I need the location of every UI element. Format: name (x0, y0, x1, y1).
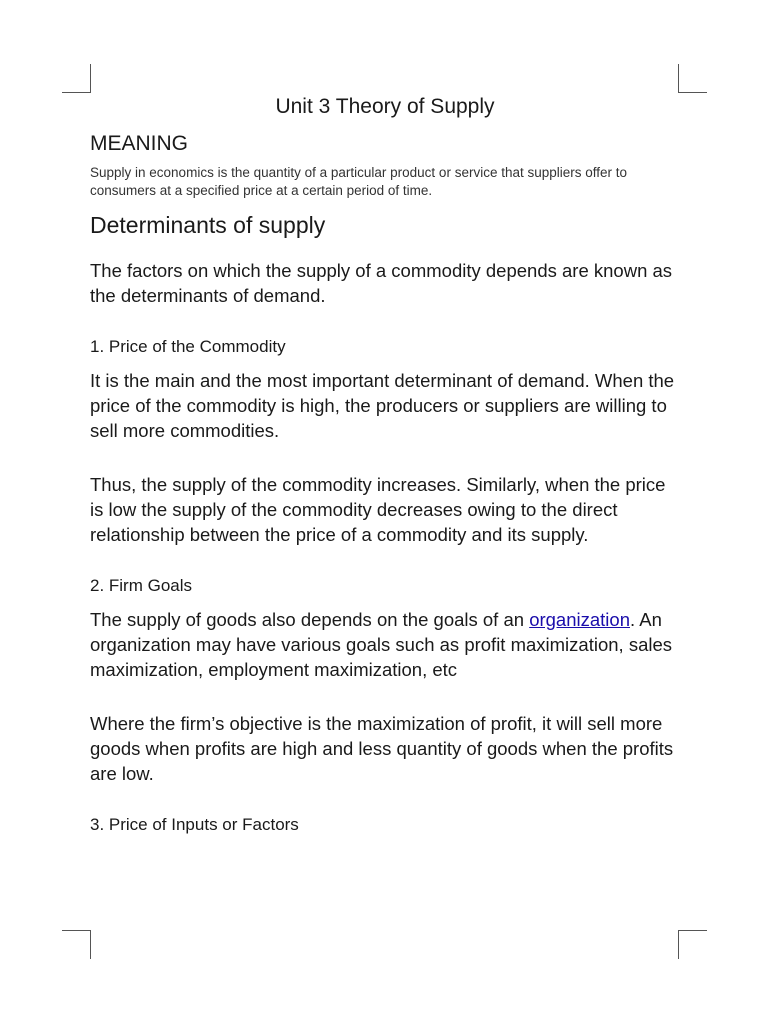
item2-paragraph-1 (90, 607, 680, 682)
item1-heading: 1. Price of the Commodity (90, 337, 286, 356)
determinants-heading: Determinants of supply (90, 212, 326, 238)
item1-paragraph-1: It is the main and the most important determinant of demand. When the price of the commodity is high, the producers or suppliers are willing to sell more commodities. (90, 370, 675, 441)
item2-paragraph-2: Where the firm’s objective is the maximization of profit, it will sell more goods when profits are high and less quantity of goods when the profits are low. (90, 713, 674, 784)
item2-text-before-link: The supply of goods also depends on the goals of an (90, 609, 530, 630)
item3-heading: 3. Price of Inputs or Factors (90, 815, 299, 834)
crop-mark-bottom-left (62, 930, 91, 959)
crop-mark-top-right (678, 64, 707, 93)
intro-paragraph: The factors on which the supply of a commodity depends are known as the determinants of demand. (90, 260, 673, 306)
organization-link[interactable]: organization (529, 609, 630, 630)
item2-heading: 2. Firm Goals (90, 576, 193, 595)
document-title: Unit 3 Theory of Supply (275, 95, 495, 118)
item1-paragraph-2: Thus, the supply of the commodity increases. Similarly, when the price is low the supply of the commodity decreases owing to the direct relationship between the price of a commodity and its supply. (90, 474, 666, 545)
crop-mark-bottom-right (678, 930, 707, 959)
meaning-text: Supply in economics is the quantity of a particular product or service that suppliers offer to consumers at a specified price at a certain period of time. (90, 165, 628, 198)
document-page (90, 90, 680, 836)
meaning-heading: MEANING (90, 132, 189, 155)
crop-mark-top-left (62, 64, 91, 93)
item2-text-after-link: . An organization may have various goals such as profit maximization, sales maximization, employment maximization, etc (90, 609, 673, 680)
